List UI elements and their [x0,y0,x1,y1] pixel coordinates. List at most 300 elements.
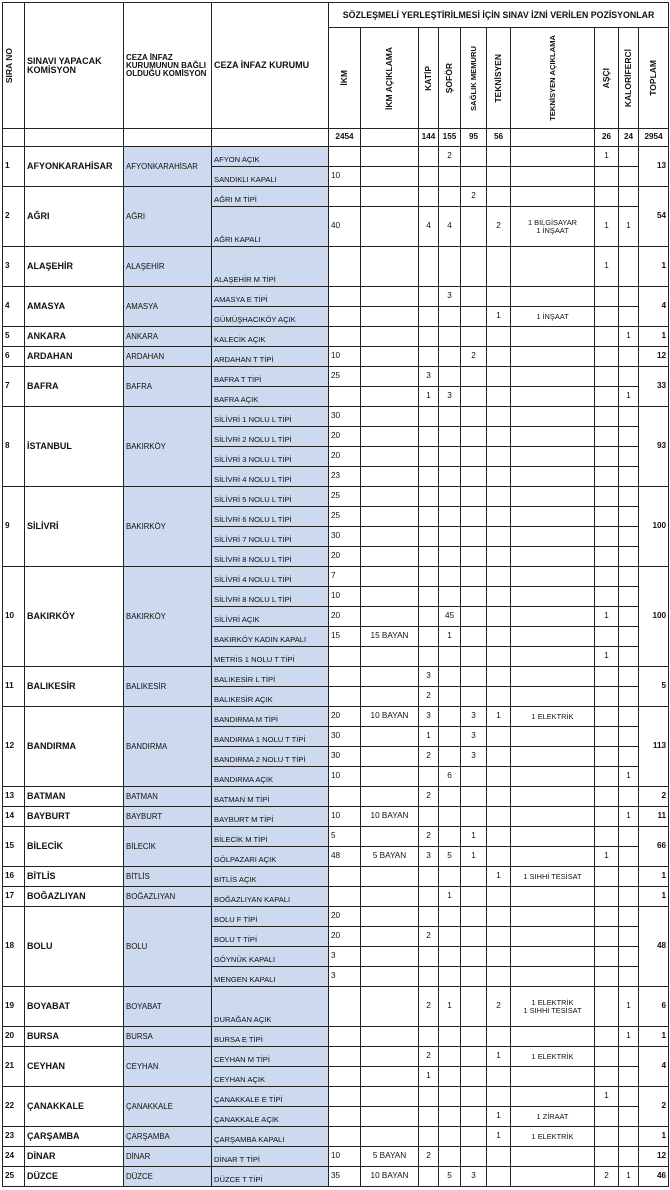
row-value [511,387,595,407]
row-value [595,1107,619,1127]
row-value: 1 [619,327,639,347]
row-total: 1 [639,327,669,347]
row-value [361,887,419,907]
row-kurum: SİLİVRİ 6 NOLU L TİPİ [212,507,329,527]
row-total: 1 [639,247,669,287]
row-value [487,727,511,747]
row-value [461,1027,487,1047]
row-value [329,147,361,167]
row-value [419,967,439,987]
row-value [487,287,511,307]
row-value [439,327,461,347]
row-total: 12 [639,1147,669,1167]
row-value [511,927,595,947]
row-value [511,427,595,447]
totals-cell: 155 [439,129,461,147]
row-value [361,827,419,847]
row-no: 16 [3,867,25,887]
row-value [619,247,639,287]
row-value [619,647,639,667]
row-bagli: BAKIRKÖY [124,487,212,567]
row-kurum: BANDIRMA 1 NOLU T TİPİ [212,727,329,747]
row-value: 5 [329,827,361,847]
row-komisyon: BİTLİS [25,867,124,887]
row-value [419,767,439,787]
row-value [511,1087,595,1107]
row-value [595,767,619,787]
row-kurum: SİLİVRİ 7 NOLU L TİPİ [212,527,329,547]
header-col-label: İKM AÇIKLAMA [384,46,395,110]
row-kurum: ALAŞEHİR M TİPİ [212,247,329,287]
row-value: 1 [595,607,619,627]
row-value [511,787,595,807]
row-value [595,927,619,947]
totals-cell: 95 [461,129,487,147]
row-value [595,527,619,547]
row-value: 2 [595,1167,619,1187]
row-kurum: GÜMÜŞHACIKÖY AÇIK [212,307,329,327]
row-value [461,1107,487,1127]
row-value [329,647,361,667]
row-value [439,1127,461,1147]
row-value [419,147,439,167]
row-value [439,587,461,607]
row-value: 1 [487,1047,511,1067]
row-value [439,507,461,527]
row-value [619,547,639,567]
row-value [619,487,639,507]
row-value [439,1147,461,1167]
row-value [595,487,619,507]
row-value [329,307,361,327]
row-komisyon: ÇARŞAMBA [25,1127,124,1147]
row-value [361,987,419,1027]
row-komisyon: ÇANAKKALE [25,1087,124,1127]
row-value [487,1087,511,1107]
row-value [361,287,419,307]
row-value [619,1067,639,1087]
row-value [595,387,619,407]
row-value [595,807,619,827]
row-value: 25 [329,367,361,387]
row-value [461,527,487,547]
row-kurum: BAKIRKÖY KADIN KAPALI [212,627,329,647]
row-value [439,947,461,967]
row-value [461,307,487,327]
row-kurum: SANDIKLI KAPALI [212,167,329,187]
row-value [595,1127,619,1147]
row-value: 3 [461,1167,487,1187]
row-no: 25 [3,1167,25,1187]
row-value [511,907,595,927]
row-value [619,747,639,767]
row-value: 3 [329,967,361,987]
row-bagli: ÇARŞAMBA [124,1127,212,1147]
row-kurum: SİLİVRİ 5 NOLU L TİPİ [212,487,329,507]
row-value [619,947,639,967]
row-bagli: DİNAR [124,1147,212,1167]
row-value [487,807,511,827]
row-value [511,247,595,287]
header-col-7 [595,28,619,129]
totals-cell [511,129,595,147]
row-komisyon: BAKIRKÖY [25,567,124,667]
row-value [419,867,439,887]
row-value [419,907,439,927]
row-total: 4 [639,1047,669,1087]
row-bagli: BOYABAT [124,987,212,1027]
row-value [439,527,461,547]
row-value: 20 [329,607,361,627]
row-komisyon: DİNAR [25,1147,124,1167]
row-value [595,787,619,807]
row-value [461,607,487,627]
row-value [419,567,439,587]
row-value: 1 [619,1027,639,1047]
row-value [461,207,487,247]
row-total: 100 [639,567,669,667]
row-kurum: AMASYA E TİPİ [212,287,329,307]
row-value [487,667,511,687]
row-value: 1 [619,767,639,787]
row-value [619,187,639,207]
row-komisyon: CEYHAN [25,1047,124,1087]
row-value [595,687,619,707]
row-value [439,807,461,827]
row-value [439,487,461,507]
row-value [329,867,361,887]
row-bagli: BANDIRMA [124,707,212,787]
row-value [439,967,461,987]
table-row [3,1127,669,1147]
row-value: 2 [419,927,439,947]
row-no: 17 [3,887,25,907]
row-value: 25 [329,507,361,527]
row-bagli: BATMAN [124,787,212,807]
row-value: 25 [329,487,361,507]
row-value [595,747,619,767]
row-value [461,547,487,567]
row-value: 30 [329,407,361,427]
row-value [595,567,619,587]
row-value [439,687,461,707]
row-value: 1 [487,707,511,727]
row-kurum: AĞRI KAPALI [212,207,329,247]
row-komisyon: AMASYA [25,287,124,327]
row-value [619,147,639,167]
row-value: 30 [329,727,361,747]
row-value [487,367,511,387]
row-value [361,467,419,487]
row-value [595,727,619,747]
row-value [595,347,619,367]
row-value [461,587,487,607]
row-value: 1 [619,807,639,827]
row-value [439,1107,461,1127]
row-value [487,767,511,787]
row-value [419,467,439,487]
row-value [461,927,487,947]
row-value [595,967,619,987]
row-value: 1 İNŞAAT [511,307,595,327]
row-value: 10 [329,347,361,367]
row-value [619,1147,639,1167]
table-row [3,347,669,367]
row-value [329,1027,361,1047]
row-no: 13 [3,787,25,807]
row-value: 1 ELEKTRİK [511,707,595,727]
row-value [595,1027,619,1047]
table-row [3,1027,669,1047]
row-value [419,627,439,647]
row-kurum: BURSA E TİPİ [212,1027,329,1047]
row-value [487,467,511,487]
header-komisyon: SINAVI YAPACAK KOMİSYON [25,3,124,129]
row-value [361,1027,419,1047]
row-kurum: BOLU F TİPİ [212,907,329,927]
row-value [595,467,619,487]
row-value [461,327,487,347]
row-bagli: BAYBURT [124,807,212,827]
row-no: 6 [3,347,25,367]
table-row [3,987,669,1027]
row-kurum: BAFRA AÇIK [212,387,329,407]
row-value [419,427,439,447]
row-value [511,627,595,647]
row-value [439,407,461,427]
row-kurum: BATMAN M TİPİ [212,787,329,807]
row-value [487,607,511,627]
header-col-label: KALORİFERCİ [623,48,634,108]
row-komisyon: BALIKESİR [25,667,124,707]
row-value [487,927,511,947]
row-value [361,927,419,947]
row-value [419,807,439,827]
row-value: 23 [329,467,361,487]
row-value [487,887,511,907]
row-value [361,647,419,667]
header-col-label: SAĞLIK MEMURU [468,45,478,111]
row-value [511,547,595,567]
row-value [419,887,439,907]
row-komisyon: DÜZCE [25,1167,124,1187]
row-value [461,487,487,507]
row-value [361,367,419,387]
row-value [439,667,461,687]
row-value [361,747,419,767]
row-value [511,807,595,827]
row-value [461,287,487,307]
row-value [595,447,619,467]
row-kurum: BAYBURT M TİPİ [212,807,329,827]
totals-blank [25,129,124,147]
row-value [595,587,619,607]
totals-cell: 144 [419,129,439,147]
row-komisyon: BATMAN [25,787,124,807]
row-value [419,407,439,427]
row-value [461,647,487,667]
row-value [595,327,619,347]
row-value [419,187,439,207]
row-value [361,787,419,807]
row-value: 1 BİLGİSAYAR 1 İNŞAAT [511,207,595,247]
row-value [461,627,487,647]
totals-cell: 2954 [639,129,669,147]
row-kurum: ÇARŞAMBA KAPALI [212,1127,329,1147]
row-value [595,407,619,427]
row-value [511,527,595,547]
row-value [439,827,461,847]
row-kurum: SİLİVRİ AÇIK [212,607,329,627]
row-value [487,527,511,547]
row-value [419,507,439,527]
row-value: 1 [595,247,619,287]
row-kurum: BOLU T TİPİ [212,927,329,947]
row-value: 1 [419,1067,439,1087]
row-bagli: ÇANAKKALE [124,1087,212,1127]
row-value [419,607,439,627]
row-value [439,547,461,567]
row-value [511,1027,595,1047]
positions-table [2,2,669,1187]
row-kurum: ÇANAKKALE E TİPİ [212,1087,329,1107]
row-value: 2 [487,207,511,247]
row-value: 3 [461,727,487,747]
row-value [487,427,511,447]
row-value [619,1087,639,1107]
row-value [461,767,487,787]
row-bagli: BAKIRKÖY [124,407,212,487]
row-value: 35 [329,1167,361,1187]
row-value [487,687,511,707]
row-value: 3 [461,747,487,767]
row-bagli: ARDAHAN [124,347,212,367]
row-value [329,1067,361,1087]
row-bagli: BAFRA [124,367,212,407]
row-value: 2 [419,687,439,707]
row-value [511,447,595,467]
row-value: 1 [419,387,439,407]
table-row [3,407,669,427]
header-bagli: CEZA İNFAZ KURUMUNUN BAĞLI OLDUĞU KOMİSYON [124,3,212,129]
row-value [619,167,639,187]
row-value [439,167,461,187]
row-value: 3 [419,367,439,387]
row-total: 1 [639,867,669,887]
row-value: 30 [329,527,361,547]
header-col-label: TEKNİSYEN [493,53,504,103]
row-bagli: DÜZCE [124,1167,212,1187]
row-value [419,447,439,467]
row-value [511,467,595,487]
row-value: 1 SIHHİ TESİSAT [511,867,595,887]
row-value [487,587,511,607]
row-value: 1 [439,627,461,647]
row-kurum: BİLECİK M TİPİ [212,827,329,847]
row-no: 2 [3,187,25,247]
row-value [361,187,419,207]
row-value [361,1047,419,1067]
row-value: 10 BAYAN [361,1167,419,1187]
row-value [511,847,595,867]
row-value [439,427,461,447]
row-value [487,627,511,647]
row-value: 1 ZİRAAT [511,1107,595,1127]
row-value: 4 [439,207,461,247]
row-value: 1 [487,867,511,887]
row-value [487,147,511,167]
row-value [461,1087,487,1107]
row-kurum: KALECİK AÇIK [212,327,329,347]
row-value [595,287,619,307]
row-value [619,1107,639,1127]
row-no: 7 [3,367,25,407]
row-value: 15 BAYAN [361,627,419,647]
row-no: 8 [3,407,25,487]
row-value [361,207,419,247]
row-value: 1 [419,727,439,747]
row-value [487,947,511,967]
row-value: 1 [595,207,619,247]
row-value [361,407,419,427]
totals-row [3,129,669,147]
row-value [461,1067,487,1087]
row-value [419,287,439,307]
row-value [511,947,595,967]
row-value: 1 [487,1107,511,1127]
row-value [487,647,511,667]
row-total: 46 [639,1167,669,1187]
table-row [3,567,669,587]
row-komisyon: BOĞAZLIYAN [25,887,124,907]
row-value [619,907,639,927]
row-kurum: GÖYNÜK KAPALI [212,947,329,967]
row-kurum: SİLİVRİ 8 NOLU L TİPİ [212,547,329,567]
row-value [461,167,487,187]
row-value [461,867,487,887]
row-value: 2 [419,987,439,1027]
row-value [595,827,619,847]
row-komisyon: BİLECİK [25,827,124,867]
row-value [619,287,639,307]
row-no: 20 [3,1027,25,1047]
row-value [439,447,461,467]
row-value: 3 [461,707,487,727]
row-value [487,1147,511,1167]
row-value [511,647,595,667]
row-value [419,1127,439,1147]
row-value [511,587,595,607]
row-value: 1 ELEKTRİK [511,1127,595,1147]
row-value [511,1147,595,1167]
row-value: 10 [329,767,361,787]
row-value [487,447,511,467]
row-value: 5 BAYAN [361,1147,419,1167]
row-komisyon: BOYABAT [25,987,124,1027]
row-value [619,727,639,747]
row-value [511,767,595,787]
row-value [511,507,595,527]
table-row [3,327,669,347]
header-col-8 [619,28,639,129]
row-kurum: BALIKESİR AÇIK [212,687,329,707]
row-value [361,687,419,707]
header-row [3,3,669,28]
row-total: 13 [639,147,669,187]
row-komisyon: ANKARA [25,327,124,347]
row-value: 10 [329,807,361,827]
row-value [439,347,461,367]
